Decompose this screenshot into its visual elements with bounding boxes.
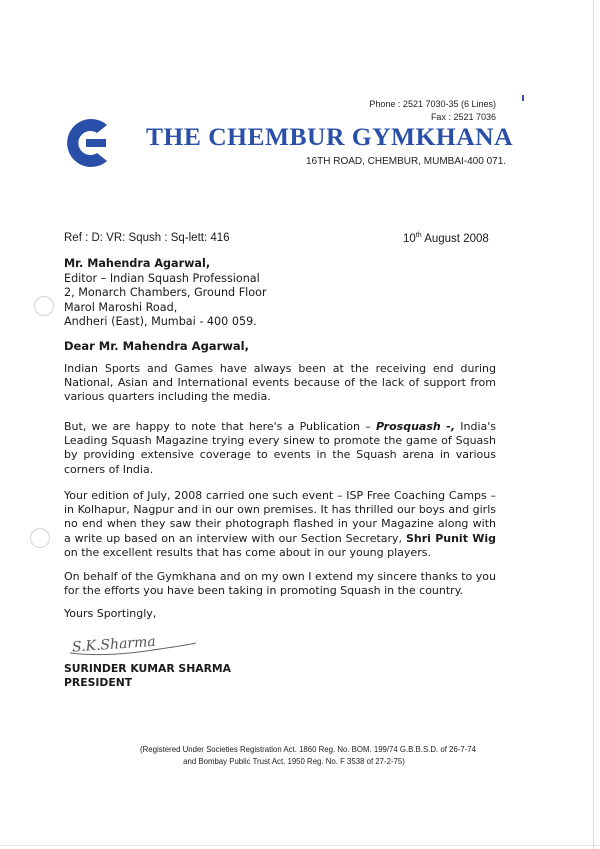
- signature-text: S.K.Sharma: [71, 633, 157, 656]
- organization-address: 16TH ROAD, CHEMBUR, MUMBAI-400 071.: [306, 156, 507, 167]
- date-month-year: August 2008: [424, 232, 489, 245]
- paragraph-text: Your edition of July, 2008 carried one such event – ISP Free Coaching Camps – in Kolhapur, Nagpur and in our own premises. It has thrilled our boys and girls no end when they saw their photograph flashed in your Magazine along with a write up based on an interview with our Section Secretary,: [64, 489, 496, 545]
- signer-name: SURINDER KUMAR SHARMA: [64, 662, 232, 675]
- organization-name: THE CHEMBUR GYMKHANA: [146, 122, 513, 151]
- paragraph-text: on the excellent results that has come about in our young players.: [64, 545, 431, 559]
- recipient-line: Editor – Indian Squash Professional: [64, 271, 260, 285]
- fax-number: Fax : 2521 7036: [430, 112, 496, 122]
- page-edge-right: [593, 0, 594, 849]
- date-suffix: th: [415, 232, 422, 239]
- body-paragraph-3: [64, 489, 496, 560]
- punch-hole-mark: [34, 296, 54, 316]
- punch-hole-mark: [30, 528, 50, 548]
- secretary-name: Shri Punit Wig: [405, 531, 496, 545]
- signer-title: PRESIDENT: [64, 676, 133, 689]
- body-paragraph-2: [64, 420, 496, 477]
- closing: Yours Sportingly,: [64, 607, 157, 620]
- recipient-line: 2, Monarch Chambers, Ground Floor: [64, 286, 267, 300]
- registration-note-line-1: (Registered Under Societies Registration Act. 1860 Reg. No. BOM. 199/74 G.B.B.S.D. of 26-7-74: [139, 744, 477, 754]
- paragraph-text: But, we are happy to note that here's a Publication –: [64, 420, 376, 433]
- blue-mark: [522, 95, 524, 101]
- recipient-name: Mr. Mahendra Agarwal,: [64, 257, 211, 270]
- recipient-line: Marol Maroshi Road,: [64, 300, 178, 314]
- phone-number: Phone : 2521 7030-35 (6 Lines): [369, 99, 496, 109]
- gymkhana-logo-icon: [56, 113, 116, 173]
- salutation: Dear Mr. Mahendra Agarwal,: [64, 339, 249, 353]
- recipient-line: Andheri (East), Mumbai - 400 059.: [64, 315, 257, 329]
- paragraph-text: India's Leading Squash Magazine trying every sinew to promote the game of Squash by providing extensive coverage to events in the Squash arena in various corners of India.: [64, 420, 496, 476]
- page-edge-bottom: [0, 845, 600, 846]
- magazine-name: Prosquash -,: [375, 420, 456, 433]
- date-day: 10: [403, 232, 416, 245]
- handwritten-signature: [64, 626, 204, 660]
- reference-number: Ref : D: VR: Sqush : Sq-lett: 416: [64, 232, 230, 244]
- body-paragraph-1: Indian Sports and Games have always been at the receiving end during National, Asian and International events because of the lack of support from various quarters including the media.: [64, 362, 496, 404]
- letter-date: [403, 232, 489, 245]
- body-paragraph-4: On behalf of the Gymkhana and on my own I extend my sincere thanks to you for the efforts you have been taking in promoting Squash in the country.: [64, 570, 496, 598]
- registration-note-line-2: and Bombay Public Trust Act. 1950 Reg. No. F 3538 of 27-2-75): [183, 756, 405, 766]
- recipient-block: [64, 257, 267, 330]
